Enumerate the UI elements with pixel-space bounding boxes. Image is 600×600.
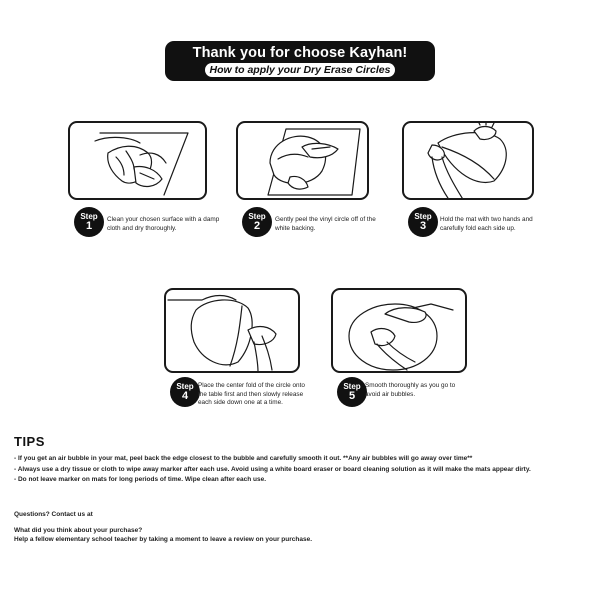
tips-heading: TIPS (14, 434, 45, 449)
step-2-illustration (236, 121, 369, 200)
step-5-badge (337, 377, 367, 407)
review-question: What did you think about your purchase? (14, 527, 143, 534)
header-banner (165, 41, 435, 81)
banner-subtitle: How to apply your Dry Erase Circles (205, 63, 395, 77)
step-5-label: Step (343, 382, 361, 391)
step-1-label: Step (80, 212, 98, 221)
step-2-caption: Gently peel the vinyl circle off of the white backing. (275, 216, 376, 232)
step-4-caption: Place the center fold of the circle onto the table first and then slowly release each side down one at a time. (198, 382, 305, 407)
step-4-illustration (164, 288, 300, 373)
step-2-number: 2 (253, 220, 261, 232)
step-1-badge (74, 207, 104, 237)
tips-list (14, 454, 594, 486)
step-5-number: 5 (348, 390, 356, 402)
step-3-card (402, 121, 542, 231)
tip-item: - Always use a dry tissue or cloth to wipe away marker after each use. Avoid using a white board eraser or board cleaning solution as it will make the mats appear dirty. (14, 465, 531, 473)
step-1-illustration (68, 121, 207, 200)
step-4-number: 4 (181, 390, 189, 402)
hands-smoothing-mat-icon (333, 290, 467, 373)
step-1-number: 1 (85, 220, 93, 232)
hand-placing-mat-icon (166, 290, 300, 373)
step-5-card (331, 288, 481, 403)
hands-folding-mat-icon (404, 123, 534, 200)
review-request: Help a fellow elementary school teacher by taking a moment to leave a review on your purchase. (14, 536, 313, 543)
step-2-badge (242, 207, 272, 237)
step-3-caption: Hold the mat with two hands and carefully fold each side up. (440, 216, 533, 232)
step-3-badge (408, 207, 438, 237)
step-1-caption: Clean your chosen surface with a damp cloth and dry thoroughly. (107, 216, 220, 232)
step-5-illustration (331, 288, 467, 373)
banner-title: Thank you for choose Kayhan! (192, 45, 408, 61)
step-4-card (164, 288, 314, 407)
tip-item: - Do not leave marker on mats for long periods of time. Wipe clean after each use. (14, 476, 267, 484)
step-2-label: Step (248, 212, 266, 221)
step-3-number: 3 (419, 220, 427, 232)
hand-peeling-circle-icon (238, 123, 369, 200)
step-4-label: Step (176, 382, 194, 391)
step-3-illustration (402, 121, 534, 200)
step-5-caption: Smooth thoroughly as you go to avoid air bubbles. (365, 382, 456, 398)
step-2-card (236, 121, 376, 231)
tip-item: - If you get an air bubble in your mat, peel back the edge closest to the bubble and carefully smooth it out. **Any air bubbles will go away over time** (14, 455, 473, 462)
step-1-card (68, 121, 220, 232)
hand-wiping-cloth-icon (70, 123, 207, 200)
step-4-badge (170, 377, 200, 407)
step-3-label: Step (414, 212, 432, 221)
contact-line: Questions? Contact us at (14, 511, 93, 518)
